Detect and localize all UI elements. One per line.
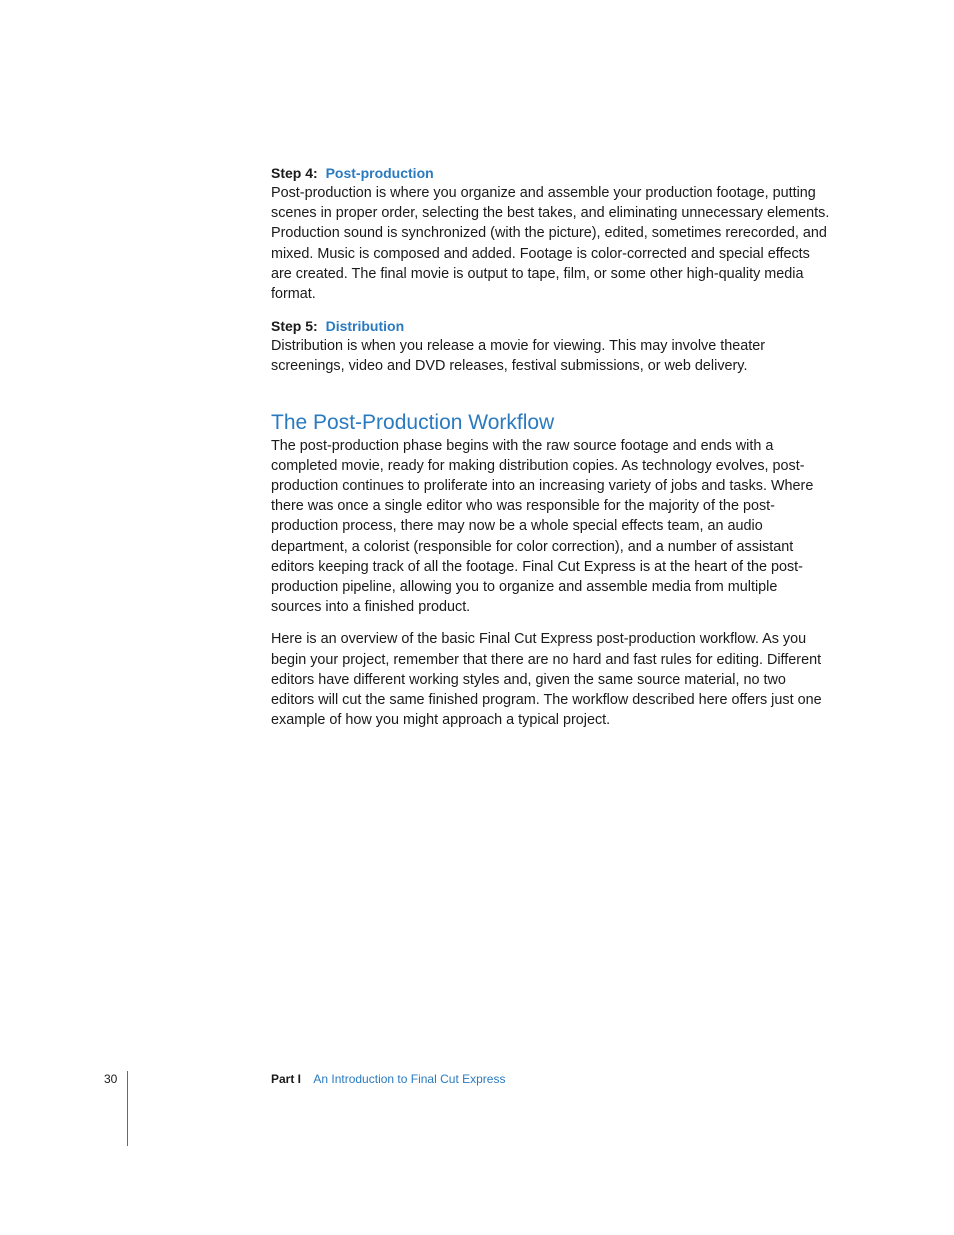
step-4-label: Step 4: — [271, 165, 318, 181]
step-5-label: Step 5: — [271, 318, 318, 335]
step-4-heading — [271, 163, 831, 183]
section-paragraph-2: Here is an overview of the basic Final Cut Express post-production workflow. As you begin your project, remember that there are no hard and fast rules for editing. Different editors have different working styles and, given the same source material, no two editors will cut the same finished program. The workflow described here offers just one example of how you might approach a typical project. — [271, 631, 822, 729]
footer-part-title: An Introduction to Final Cut Express — [313, 1072, 506, 1086]
footer-part-info — [271, 1072, 505, 1086]
page-number: 30 — [104, 1072, 118, 1086]
section-title: The Post-Production Workflow — [271, 410, 555, 434]
step-5-heading — [271, 316, 831, 336]
step-5-body: Distribution is when you release a movie for viewing. This may involve theater screenings, video and DVD releases, festival submissions, or web delivery. — [271, 338, 766, 375]
step-5-title: Distribution — [325, 318, 405, 335]
step-5-block — [271, 316, 831, 376]
page-content — [271, 163, 831, 730]
step-4-block — [271, 163, 831, 304]
step-4-body: Post-production is where you organize and assemble your production footage, putting scenes in proper order, selecting the best takes, and eliminating unnecessary elements. Production sound is synchronized (with the picture), edited, sometimes rerecorded, and mixed. Music is composed and added. Footage is color-corrected and special effects are created. The final movie is output to tape, film, or some other high-quality media format. — [271, 185, 830, 303]
footer-divider — [127, 1071, 128, 1146]
section-paragraph-1: The post-production phase begins with the raw source footage and ends with a completed movie, ready for making distribution copies. As technology evolves, post-production continues to proliferate into an increasing variety of jobs and tasks. Where there was once a single editor who was responsible for the majority of the post-production process, there may now be a whole special effects team, an audio department, a colorist (responsible for color correction), and a number of assistant editors keeping track of all the footage. Final Cut Express is at the heart of the post-production pipeline, allowing you to organize and assemble media from multiple sources into a finished product. — [271, 437, 814, 616]
footer-part-label: Part I — [271, 1072, 302, 1086]
step-4-title: Post-production — [325, 165, 434, 181]
